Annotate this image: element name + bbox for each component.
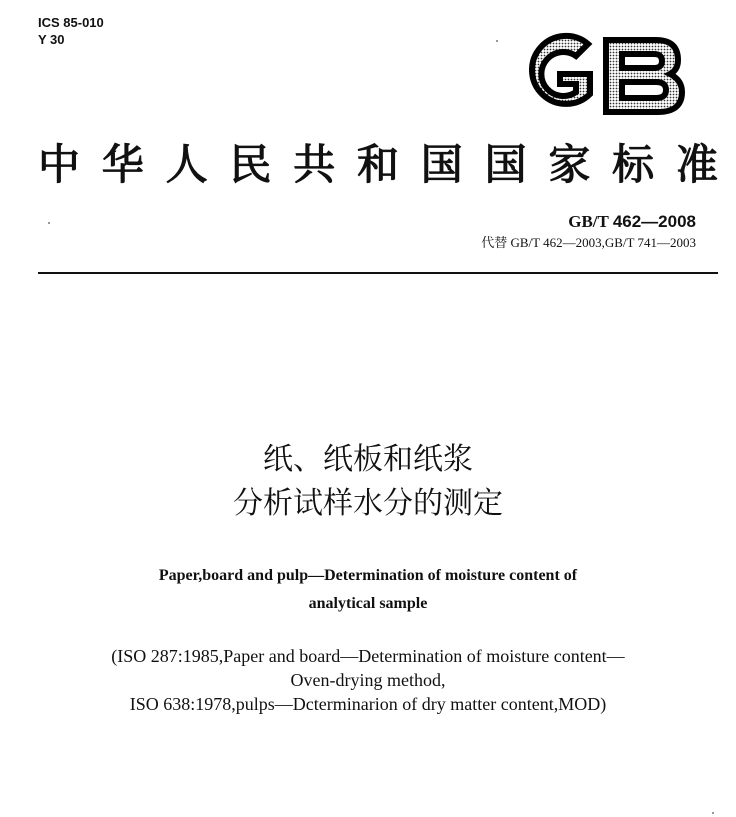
replaces-note: 代替 GB/T 462—2003,GB/T 741—2003 (481, 235, 696, 250)
divider-rule (38, 272, 718, 274)
org-char: 共 (293, 140, 336, 189)
english-title (90, 562, 646, 618)
scan-speck (712, 812, 714, 814)
gb-logo (510, 30, 690, 118)
org-char: 和 (356, 140, 399, 189)
iso-ref-line3: ISO 638:1978,pulps—Dcterminarion of dry matter content,MOD) (129, 694, 607, 714)
org-char: 国 (420, 140, 463, 189)
ics-code: ICS 85-010 (38, 15, 104, 30)
organization-name (38, 140, 718, 190)
english-title-line2: analytical sample (308, 595, 428, 612)
english-title-line1: Paper,board and pulp—Determination of moisture content of (158, 567, 578, 584)
iso-ref-line1: (ISO 287:1985,Paper and board—Determination of moisture content— (111, 646, 625, 666)
chinese-title-line1: 纸、纸板和纸浆 (263, 442, 473, 477)
iso-references (40, 644, 696, 716)
org-char: 国 (484, 140, 527, 189)
org-char: 家 (548, 140, 591, 189)
org-char: 华 (101, 140, 144, 189)
scan-speck (48, 222, 50, 224)
scan-speck (496, 40, 498, 42)
standard-prefix: GB/T (568, 212, 613, 231)
org-char: 人 (165, 140, 208, 189)
org-char: 标 (612, 140, 655, 189)
iso-ref-line2: Oven-drying method, (290, 670, 446, 690)
classification-codes (38, 14, 104, 48)
standard-code: 462—2008 (612, 212, 696, 231)
org-char: 准 (675, 140, 718, 189)
standard-number (568, 212, 696, 232)
ccs-code: Y 30 (38, 32, 65, 47)
org-char: 中 (38, 140, 81, 189)
chinese-title (0, 438, 736, 526)
org-char: 民 (229, 140, 272, 189)
chinese-title-line2: 分析试样水分的测定 (233, 486, 503, 521)
